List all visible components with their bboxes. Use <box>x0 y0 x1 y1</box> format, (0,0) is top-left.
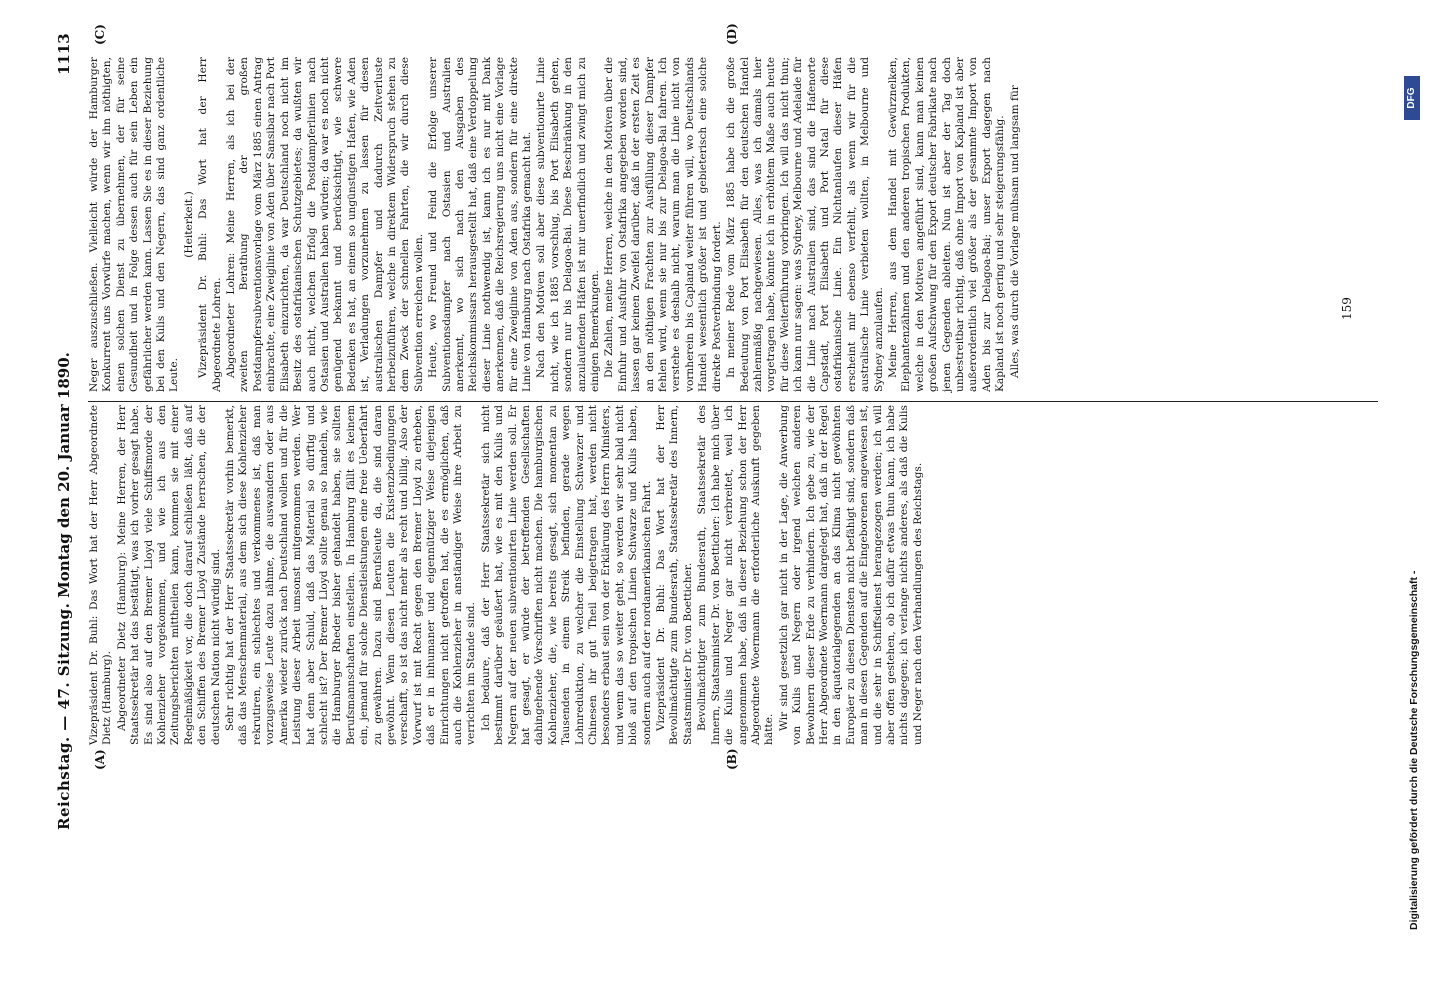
left-text-column <box>88 405 926 745</box>
paragraph: Heute, wo Freund und Feind die Erfolge unserer Subventionsdampfer nach Ostasien und Australien anerkennt, wo sich nach den Ausgaben des Reichskommissars herausgestellt hat, daß eine Verdoppelung dieser Linie nothwendig ist, kann ich es nur mit Dank anerkennen, daß die Reichsregierung uns nicht eine Vorlage für eine Zweiglinie von Aden aus, sondern für eine direkte Linie von Hamburg nach Ostafrika gemacht hat. <box>427 57 533 392</box>
paragraph: Vizepräsident Dr. Buhl: Das Wort hat der Herr Abgeordnete Dietz (Hamburg). <box>88 405 114 745</box>
paragraph: Bevollmächtigter zum Bundesrath, Staatssekretär des Innern, Staatsminister Dr. von Boetticher: Ich habe mich über die Kulis und Neger gar nicht verbreitet, weil ich angenommen habe, daß in dieser Beziehung schon der Herr Abgeordnete Woermann die erforderliche Auskunft gegeben hätte. <box>696 405 776 745</box>
digitization-credit: Digitalisierung gefördert durch die Deutsche Forschungsgemeinschaft - <box>1408 570 1420 930</box>
paragraph: Alles, was durch die Vorlage mühsam und langsam für <box>1008 85 1021 378</box>
paragraph: Vizepräsident Dr. Buhl: Das Wort hat der Herr Bevollmächtigte zum Bundesrath, Staatssekretär des Innern, Staatsminister Dr. von Boetticher. <box>655 405 694 745</box>
paragraph: Sehr richtig hat der Herr Staatssekretär vorhin bemerkt, daß das Menschenmaterial, aus dem sich diese Kohlenzieher rekrutiren, ein schlechtes und verkommenes ist, daß man vorzugsweise Leute dazu nähme, die auswandern oder aus Amerika wieder zurück nach Deutschland wollen und für die Leistung dieser Arbeit umsonst mitgenommen werden. Wer hat denn aber Schuld, daß das Material so dürftig und schlecht ist? Der Bremer Lloyd sollte genau so handeln, wie die Hamburger Rheder bisher gehandelt haben, sie sollten Berufsmannschaften einstellen. In Hamburg fällt es keinem ein, jemand für solche Dienstleistungen eine freie Ueberfahrt zu gewähren. Dazu sind Berufsleute da, die sind daran gewöhnt. Wenn diesen Leuten die Existenzbedingungen verschafft, so ist das nicht mehr als recht und billig. Also der Vorwurf ist mit Recht gegen den Bremer Lloyd zu erheben, daß er in inhumaner und eigennütziger Weise diejenigen Einrichtungen nicht getroffen hat, die es ermöglichen, daß auch die Kohlenzieher in anständiger Weise ihre Arbeit zu verrichten im Stande sind. <box>224 405 478 745</box>
paragraph: Abgeordneter Dietz (Hamburg): Meine Herren, der Herr Staatssekretär hat das bestätigt, was ich vorher gesagt habe. Es sind also auf den Bremer Lloyd viele Schiffsmorde der Kohlenzieher vorgekommen, und wie ich aus den Zeitungsberichten mittheilen kann, kommen sie mit einer Regelmäßigkeit vor, die doch darauf schließen läßt, daß auf den Schiffen des Bremer Lloyd Zustände herrschen, die der deutschen Nation nicht würdig sind. <box>115 405 222 745</box>
paragraph: Neger auszuschließen. Vielleicht würde der Hamburger Konkurrent uns Vorwürfe machen, wenn wir ihn nöthigten, einen solchen Dienst zu übernehmen, der für seine Gesundheit und in Folge dessen auch für sein Leben ein gefährlicher werden kann. Lassen Sie es in dieser Beziehung bei den Kulis und den Negern, das sind ganz ordentliche Leute. <box>88 57 181 392</box>
paragraph: Die Zahlen, meine Herren, welche in den Motiven über die Einfuhr und Ausfuhr von Ostafrika angegeben worden sind, lassen gar keinen Zweifel darüber, daß in der ersten Zeit es an den nöthigen Frachten zur Ausfüllung dieser Dampfer fehlen wird, wenn sie nur bis zur Delagoa-Bai fahren. Ich verstehe es deshalb nicht, warum man die Linie nicht von vornherein bis Capland weiter führen will, wo Deutschlands Handel wesentlich größer ist und gebieterisch eine solche direkte Postverbindung fordert. <box>603 57 723 392</box>
paragraph: In meiner Rede vom März 1885 habe ich die große Bedeutung von Port Elisabeth für den deutschen Handel zahlenmäßig nachgewiesen. Alles, was ich damals hier vorgetragen habe, könnte ich in erhöhtem Maße auch heute für diese Weiterführung vorbringen. Ich will das nicht thun; ich kann nur sagen: was Sydney, Melbourne und Adelaide für die Linie nach Australien sind, das sind die Hafenorte Capstadt, Port Elisabeth und Port Natal für diese ostafrikanische Linie. Ein Nichtanlaufen dieser Häfen erscheint mir ebenso verfehlt, als wenn wir für die australische Linie verbieten wollten, in Melbourne und Sydney anzulaufen. <box>725 57 885 392</box>
right-text-column <box>88 57 1023 392</box>
paragraph: Ich bedaure, daß der Herr Staatssekretär sich nicht bestimmt darüber geäußert hat, wie es mit den Kulis und Negern auf der neuen subventionirten Linie werden soll. Er hat gesagt, er würde der betreffenden Gesellschaften dahingehende Vorschriften nicht machen. Die hamburgischen Kohlenzieher, die, wie bereits gesagt, sich momentan zu Tausenden in einem Streik befinden, gerade wegen Lohnreduktion, zu welcher die Einstellung Schwarzer und Chinesen ihr gut Theil beigetragen hat, werden nicht besonders erbaut sein von der Erklärung des Herrn Ministers, und wenn das so weiter geht, so werden wir sehr bald nicht bloß auf den tropischen Linien Schwarze und Kulis haben, sondern auch auf der nordamerikanischen Fahrt. <box>479 405 653 745</box>
margin-mark-c: (C) <box>93 24 107 45</box>
column-divider <box>88 401 1378 402</box>
running-header <box>55 0 85 1000</box>
paragraph: Abgeordneter Lohren: Meine Herren, als ich bei der zweiten Berathung der großen Postdampfersubventionsvorlage vom März 1885 einen Antrag einbrachte, eine Zweiglinie von Aden über Sansibar nach Port Elisabeth einzurichten, da war Deutschland noch nicht im Besitz des ostafrikanischen Schutzgebietes; da wußten wir auch nicht, welchen Erfolg die Postdampferlinien nach Ostasien und Australien haben würden; da war es noch nicht genügend bekannt und berücksichtigt, wie schwere Bedenken es hat, an einem so ungünstigen Hafen, wie Aden ist, Verladungen vorzunehmen zu lassen für diesen australischen Dampfer und dadurch Zeitverluste herbeizuführen, welche in direktem Widerspruch stehen zu dem Zweck der schnellen Fahrten, die wir durch diese Subvention erreichen wollen. <box>225 57 425 392</box>
margin-mark-b: (B) <box>725 748 739 770</box>
folio-number: 159 <box>1340 297 1354 320</box>
header-page-number: 1113 <box>55 33 73 75</box>
margin-mark-d: (D) <box>725 23 739 45</box>
paragraph: Meine Herren, aus dem Handel mit Gewürznelken, Elephantenzähnen und den anderen tropischen Produkten, welche in den Motiven angeführt sind, kann man keinen großen Aufschwung für den Export deutscher Fabrikate nach jenen Gegenden ableiten. Nun ist aber der Tag doch unbestreitbar richtig, daß ohne Import von Kapland ist aber außerordentlich viel größer als der gesammte Import von Aden bis zur Delagoa-Bai; unser Export dagegen nach Kapland ist noch gering und sehr steigerungsfähig. <box>886 57 1007 392</box>
interjection: (Heiterkeit.) <box>182 191 195 258</box>
paragraph: Vizepräsident Dr. Buhl: Das Wort hat der Herr Abgeordnete Lohren. <box>197 57 223 392</box>
margin-mark-a: (A) <box>93 749 107 770</box>
header-session-title: Reichstag. — 47. Sitzung. <box>55 602 73 830</box>
dfg-logo: DFG <box>1404 76 1420 120</box>
paragraph: Wir sind gesetzlich gar nicht in der Lage, die Anwerbung von Kulis und Negern oder irgend welchen anderen Bewohnern dieser Erde zu verhindern. Ich gebe zu, wie der Herr Abgeordnete Woermann dargelegt hat, daß in der Regel in den äquatorialgegenden an das Klima nicht gewöhnten Europäer zu diesen Diensten nicht befähigt sind, sondern daß man in diesen Gegenden auf die Eingeborenen angewiesen ist, und die sehr in Schiffsdienst herangezogen werden; ich will aber offen gestehen, ob ich dafür etwas thun kann, ich habe nichts dagegen; ich verlange nichts anderes, als daß die Kulis und Neger nach den Verhandlungen des Reichstags. <box>777 405 924 745</box>
paragraph: Nach den Motiven soll aber diese subventionirte Linie nicht, wie ich 1885 vorschlug, bis Port Elisabeth gehen, sondern nur bis Delagoa-Bai. Diese Beschränkung in den anzulaufenden Häfen ist mir unerfindlich und zwingt mich zu einigen Bemerkungen. <box>535 57 602 392</box>
header-date: Montag den 20. Januar 1890. <box>55 352 73 598</box>
